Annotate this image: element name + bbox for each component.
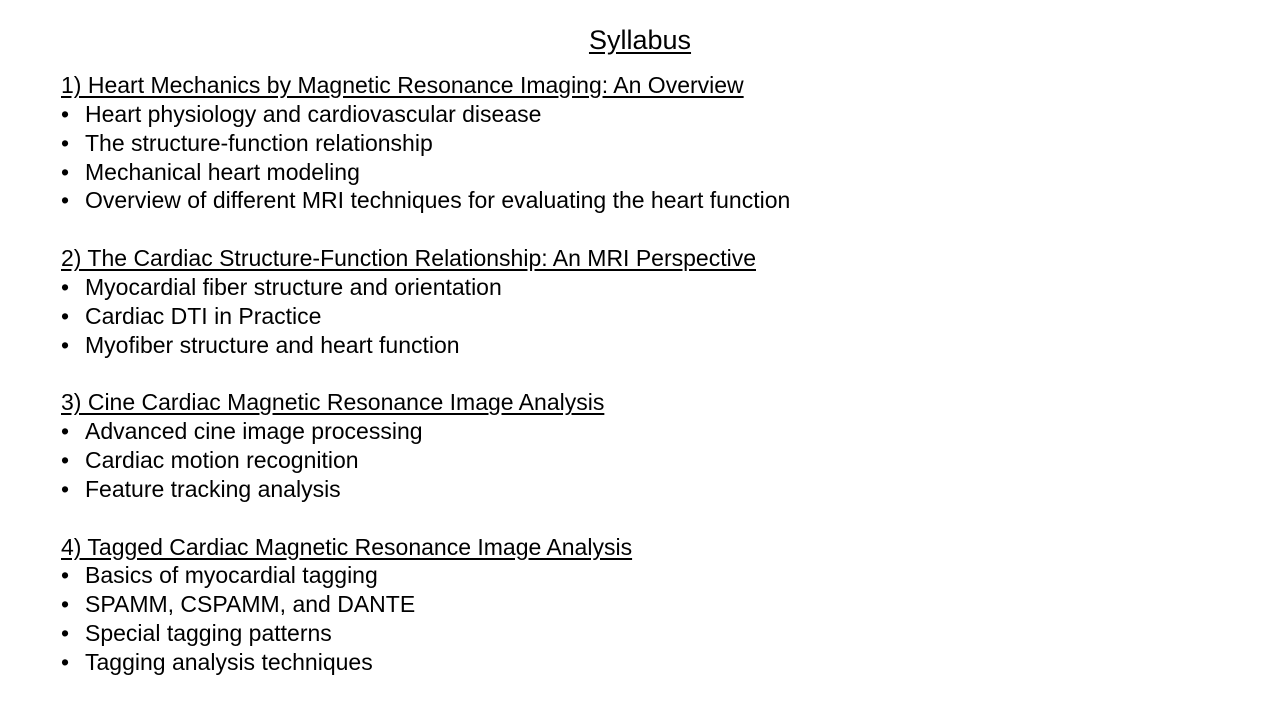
bullet-list — [61, 273, 1241, 360]
bullet-list — [61, 561, 1241, 676]
list-item — [61, 475, 1241, 504]
section-heading: 3) Cine Cardiac Magnetic Resonance Image Analysis — [61, 389, 605, 416]
list-item-text: Feature tracking analysis — [85, 475, 341, 502]
bullet-icon: • — [61, 331, 70, 358]
list-item-text: Advanced cine image processing — [85, 418, 423, 445]
list-item — [61, 186, 1241, 215]
list-item-text: Myocardial fiber structure and orientation — [85, 273, 502, 300]
list-item-text: Tagging analysis techniques — [85, 648, 373, 675]
list-item-text: Basics of myocardial tagging — [85, 562, 378, 589]
list-item — [61, 331, 1241, 360]
syllabus-section-1 — [61, 71, 1241, 215]
syllabus-section-2 — [61, 244, 1241, 359]
bullet-icon: • — [61, 158, 70, 185]
list-item — [61, 619, 1241, 648]
list-item-text: The structure-function relationship — [85, 129, 433, 156]
list-item — [61, 561, 1241, 590]
syllabus-section-4 — [61, 533, 1241, 677]
list-item — [61, 417, 1241, 446]
list-item — [61, 648, 1241, 677]
bullet-icon: • — [61, 273, 70, 300]
bullet-list — [61, 417, 1241, 504]
list-item-text: Myofiber structure and heart function — [85, 331, 460, 358]
bullet-icon: • — [61, 129, 70, 156]
list-item — [61, 158, 1241, 187]
list-item-text: Special tagging patterns — [85, 620, 332, 647]
bullet-list — [61, 100, 1241, 215]
bullet-icon: • — [61, 302, 70, 329]
bullet-icon: • — [61, 418, 70, 445]
bullet-icon: • — [61, 187, 70, 214]
list-item-text: Overview of different MRI techniques for evaluating the heart function — [85, 187, 791, 214]
bullet-icon: • — [61, 591, 70, 618]
list-item-text: Heart physiology and cardiovascular disease — [85, 100, 542, 127]
bullet-icon: • — [61, 648, 70, 675]
list-item — [61, 273, 1241, 302]
bullet-icon: • — [61, 620, 70, 647]
bullet-icon: • — [61, 562, 70, 589]
section-heading: 4) Tagged Cardiac Magnetic Resonance Image Analysis — [61, 533, 633, 560]
list-item-text: Cardiac motion recognition — [85, 446, 359, 473]
list-item-text: SPAMM, CSPAMM, and DANTE — [85, 591, 416, 618]
section-heading: 2) The Cardiac Structure-Function Relationship: An MRI Perspective — [61, 245, 756, 272]
list-item — [61, 129, 1241, 158]
syllabus-content — [61, 71, 1241, 677]
list-item — [61, 302, 1241, 331]
list-item — [61, 590, 1241, 619]
bullet-icon: • — [61, 100, 70, 127]
list-item — [61, 100, 1241, 129]
list-item — [61, 446, 1241, 475]
syllabus-section-3 — [61, 388, 1241, 503]
bullet-icon: • — [61, 446, 70, 473]
list-item-text: Cardiac DTI in Practice — [85, 302, 322, 329]
section-heading: 1) Heart Mechanics by Magnetic Resonance Imaging: An Overview — [61, 72, 744, 98]
bullet-icon: • — [61, 475, 70, 502]
list-item-text: Mechanical heart modeling — [85, 158, 360, 185]
slide-title: Syllabus — [588, 25, 692, 55]
